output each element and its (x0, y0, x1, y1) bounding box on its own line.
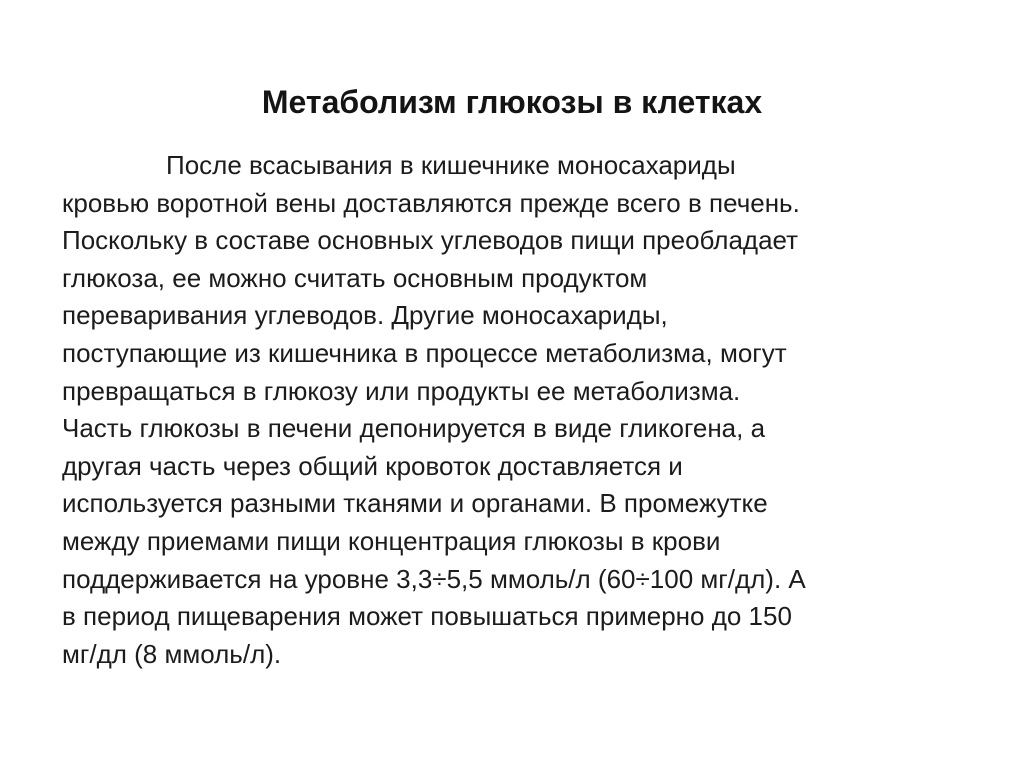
paragraph-line: Часть глюкозы в печени депонируется в виде гликогена, а (62, 413, 766, 444)
paragraph-line: поступающие из кишечника в процессе метаболизма, могут (62, 337, 787, 368)
paragraph-line: поддерживается на уровне 3,3÷5,5 ммоль/л (60÷100 мг/дл). А (62, 563, 806, 594)
slide-title: Метаболизм глюкозы в клетках (261, 84, 763, 120)
paragraph-line: между приемами пищи концентрация глюкозы в крови (62, 525, 721, 556)
paragraph-line: кровью воротной вены доставляются прежде всего в печень. (62, 187, 800, 218)
paragraph-line: другая часть через общий кровоток доставляется и (62, 450, 683, 481)
paragraph-line: используется разными тканями и органами. В промежутке (62, 488, 768, 519)
paragraph-line: После всасывания в кишечнике моносахариды (166, 150, 736, 180)
paragraph-line: глюкоза, ее можно считать основным продуктом (62, 262, 648, 293)
body-paragraph (62, 147, 962, 673)
paragraph-line: превращаться в глюкозу или продукты ее метаболизма. (62, 375, 741, 406)
paragraph-line: мг/дл (8 ммоль/л). (62, 638, 282, 669)
paragraph-line: Поскольку в составе основных углеводов пищи преобладает (62, 225, 799, 256)
paragraph-line: переваривания углеводов. Другие моносахариды, (62, 300, 668, 331)
paragraph-line: в период пищеварения может повышаться примерно до 150 (62, 601, 792, 632)
